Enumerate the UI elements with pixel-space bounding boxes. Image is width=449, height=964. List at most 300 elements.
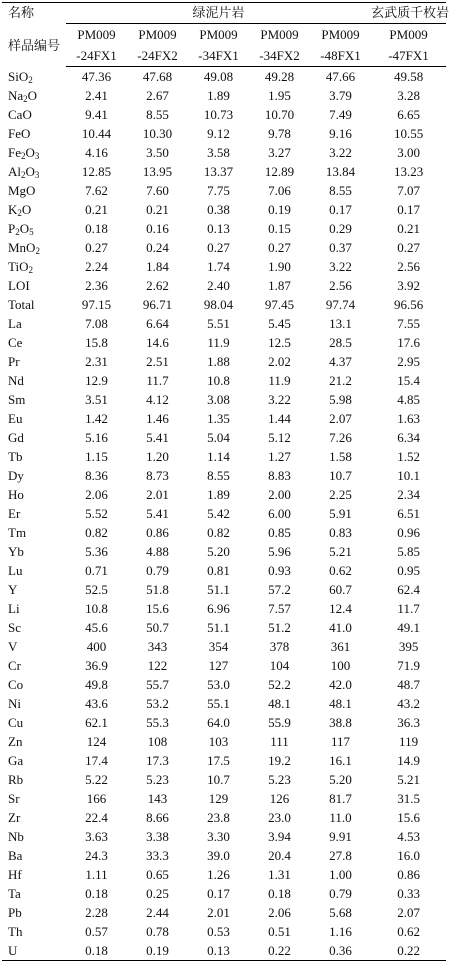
value-cell: 11.7	[146, 373, 169, 388]
value-cell: 2.01	[207, 905, 230, 920]
value-cell: 5.21	[397, 772, 420, 787]
value-cell: 1.00	[329, 867, 352, 882]
table-row	[2, 447, 446, 466]
name-label: 名称	[2, 3, 66, 24]
value-cell: 10.8	[207, 373, 230, 388]
value-cell: 9.78	[268, 126, 291, 141]
value-cell: 0.65	[146, 867, 169, 882]
element-label: $Al_2O_3$	[8, 164, 40, 180]
table-row	[2, 922, 446, 941]
element-label: Ta	[8, 886, 21, 901]
table-row	[2, 827, 446, 846]
value-cell: 9.16	[329, 126, 352, 141]
value-cell: 5.12	[268, 430, 291, 445]
value-cell: 3.58	[207, 145, 230, 160]
table-row	[2, 428, 446, 447]
value-cell: 97.74	[325, 297, 356, 312]
value-cell: 0.37	[329, 240, 352, 255]
value-cell: 2.24	[85, 259, 108, 274]
table-row	[2, 143, 446, 162]
value-cell: 5.21	[329, 544, 352, 559]
value-cell: 100	[330, 658, 351, 673]
value-cell: 5.42	[207, 506, 230, 521]
table-row	[2, 599, 446, 618]
table-row	[2, 238, 446, 257]
value-cell: 0.24	[146, 240, 169, 255]
value-cell: 104	[269, 658, 290, 673]
value-cell: 0.62	[397, 924, 420, 939]
element-label: $P_2O_5$	[8, 221, 34, 237]
value-cell: 0.13	[207, 221, 230, 236]
value-cell: 48.7	[397, 677, 420, 692]
element-label: La	[8, 316, 22, 331]
value-cell: 2.06	[268, 905, 291, 920]
value-cell: 6.64	[146, 316, 169, 331]
value-cell: 3.22	[329, 145, 352, 160]
value-cell: 0.62	[329, 563, 352, 578]
value-cell: 8.55	[207, 468, 230, 483]
element-label: Gd	[8, 430, 24, 445]
value-cell: 55.7	[146, 677, 169, 692]
value-cell: 3.50	[146, 145, 169, 160]
element-label: Yb	[8, 544, 24, 559]
value-cell: 10.30	[142, 126, 173, 141]
value-cell: 13.23	[393, 164, 424, 179]
value-cell: 0.29	[329, 221, 352, 236]
value-cell: 5.68	[329, 905, 352, 920]
value-cell: 10.73	[203, 107, 234, 122]
sample-id-top: PM009	[321, 27, 360, 42]
table-row	[2, 865, 446, 884]
value-cell: 7.57	[268, 601, 291, 616]
value-cell: 6.65	[397, 107, 420, 122]
value-cell: 7.08	[85, 316, 108, 331]
value-cell: 11.7	[397, 601, 420, 616]
sample-id-top: PM009	[138, 27, 177, 42]
value-cell: 1.26	[207, 867, 230, 882]
value-cell: 1.46	[146, 411, 169, 426]
value-cell: 5.23	[146, 772, 169, 787]
value-cell: 50.7	[146, 620, 169, 635]
value-cell: 60.7	[329, 582, 352, 597]
value-cell: 8.66	[146, 810, 169, 825]
table-row	[2, 713, 446, 732]
value-cell: 3.08	[207, 392, 230, 407]
value-cell: 8.83	[268, 468, 291, 483]
value-cell: 2.56	[397, 259, 420, 274]
value-cell: 39.0	[207, 848, 230, 863]
value-cell: 124	[86, 734, 107, 749]
value-cell: 9.12	[207, 126, 230, 141]
element-label: CaO	[8, 107, 32, 122]
value-cell: 0.85	[268, 525, 291, 540]
value-cell: 5.85	[397, 544, 420, 559]
value-cell: 0.18	[85, 886, 108, 901]
value-cell: 7.60	[146, 183, 169, 198]
value-cell: 5.20	[329, 772, 352, 787]
sample-id-bottom: -24FX1	[66, 45, 127, 67]
value-cell: 12.85	[81, 164, 112, 179]
value-cell: 5.98	[329, 392, 352, 407]
value-cell: 55.9	[268, 715, 291, 730]
value-cell: 19.2	[268, 753, 291, 768]
value-cell: 13.95	[142, 164, 173, 179]
table-row	[2, 409, 446, 428]
value-cell: 1.11	[85, 867, 108, 882]
table-row	[2, 333, 446, 352]
value-cell: 15.6	[146, 601, 169, 616]
value-cell: 11.0	[329, 810, 352, 825]
element-label: FeO	[8, 126, 31, 141]
table-row	[2, 637, 446, 656]
value-cell: 20.4	[268, 848, 291, 863]
element-label: Zr	[8, 810, 21, 825]
value-cell: 0.82	[85, 525, 108, 540]
element-label: Y	[8, 582, 18, 597]
value-cell: 55.3	[146, 715, 169, 730]
value-cell: 1.95	[268, 88, 291, 103]
value-cell: 395	[398, 639, 419, 654]
value-cell: 0.16	[146, 221, 169, 236]
value-cell: 1.52	[397, 449, 420, 464]
value-cell: 71.9	[397, 658, 420, 673]
value-cell: 5.36	[85, 544, 108, 559]
value-cell: 6.51	[397, 506, 420, 521]
value-cell: 0.71	[85, 563, 108, 578]
value-cell: 127	[208, 658, 229, 673]
element-label: $K_2O$	[8, 202, 32, 218]
table-row	[2, 523, 446, 542]
value-cell: 1.84	[146, 259, 169, 274]
table-row	[2, 808, 446, 827]
table-row	[2, 694, 446, 713]
value-cell: 41.0	[329, 620, 352, 635]
value-cell: 0.96	[397, 525, 420, 540]
value-cell: 3.79	[329, 88, 352, 103]
value-cell: 1.16	[329, 924, 352, 939]
value-cell: 0.83	[329, 525, 352, 540]
element-label: Ho	[8, 487, 24, 502]
table-row	[2, 276, 446, 295]
value-cell: 51.8	[146, 582, 169, 597]
value-cell: 13.1	[329, 316, 352, 331]
value-cell: 2.25	[329, 487, 352, 502]
value-cell: 2.06	[85, 487, 108, 502]
value-cell: 28.5	[329, 335, 352, 350]
value-cell: 0.79	[329, 886, 352, 901]
table-row	[2, 352, 446, 371]
value-cell: 47.68	[142, 69, 173, 84]
value-cell: 3.30	[207, 829, 230, 844]
value-cell: 122	[147, 658, 168, 673]
element-label: MgO	[8, 183, 36, 198]
value-cell: 108	[147, 734, 168, 749]
table-row	[2, 542, 446, 561]
element-label: Sm	[8, 392, 26, 407]
value-cell: 16.1	[329, 753, 352, 768]
value-cell: 1.89	[207, 88, 230, 103]
element-label: Ni	[8, 696, 21, 711]
value-cell: 14.6	[146, 335, 169, 350]
value-cell: 8.36	[85, 468, 108, 483]
value-cell: 2.31	[85, 354, 108, 369]
value-cell: 96.56	[393, 297, 424, 312]
value-cell: 2.01	[146, 487, 169, 502]
value-cell: 2.44	[146, 905, 169, 920]
table-row	[2, 105, 446, 124]
table-body	[2, 67, 446, 961]
element-label: Th	[8, 924, 23, 939]
element-label: Pb	[8, 905, 22, 920]
group-basaltic-phyllite: 玄武质千枚岩	[371, 3, 446, 24]
table-row	[2, 561, 446, 580]
table-row	[2, 675, 446, 694]
value-cell: 23.0	[268, 810, 291, 825]
element-label: TiO$_2$	[8, 259, 33, 275]
table-row	[2, 86, 446, 105]
value-cell: 7.06	[268, 183, 291, 198]
value-cell: 0.17	[397, 202, 420, 217]
element-label: Sr	[8, 791, 20, 806]
element-label: Rb	[8, 772, 24, 787]
table-row	[2, 219, 446, 238]
header-row-sample-prefix	[2, 24, 446, 46]
table-row	[2, 732, 446, 751]
value-cell: 2.67	[146, 88, 169, 103]
value-cell: 0.93	[268, 563, 291, 578]
element-label: Eu	[8, 411, 23, 426]
element-label: Lu	[8, 563, 23, 578]
value-cell: 31.5	[397, 791, 420, 806]
sample-id-bottom: -47FX1	[371, 45, 446, 67]
value-cell: 3.92	[397, 278, 420, 293]
value-cell: 3.51	[85, 392, 108, 407]
value-cell: 49.1	[397, 620, 420, 635]
value-cell: 15.4	[397, 373, 420, 388]
value-cell: 3.28	[397, 88, 420, 103]
element-label: Ga	[8, 753, 24, 768]
table-row	[2, 580, 446, 599]
sample-id-bottom: -48FX1	[310, 45, 371, 67]
element-label: Sc	[8, 620, 21, 635]
value-cell: 129	[208, 791, 229, 806]
element-label: Ce	[8, 335, 23, 350]
value-cell: 0.21	[146, 202, 169, 217]
table-row	[2, 314, 446, 333]
value-cell: 10.44	[81, 126, 112, 141]
value-cell: 354	[208, 639, 229, 654]
value-cell: 1.35	[207, 411, 230, 426]
value-cell: 11.9	[207, 335, 230, 350]
value-cell: 47.66	[325, 69, 356, 84]
sample-id-top: PM009	[77, 27, 116, 42]
value-cell: 0.18	[85, 221, 108, 236]
value-cell: 14.9	[397, 753, 420, 768]
value-cell: 48.1	[268, 696, 291, 711]
value-cell: 7.62	[85, 183, 108, 198]
sample-id-label: 样品编号	[8, 37, 61, 53]
value-cell: 0.78	[146, 924, 169, 939]
value-cell: 64.0	[207, 715, 230, 730]
element-label: Nd	[8, 373, 24, 388]
value-cell: 42.0	[329, 677, 352, 692]
value-cell: 52.5	[85, 582, 108, 597]
value-cell: 81.7	[329, 791, 352, 806]
value-cell: 0.27	[268, 240, 291, 255]
value-cell: 0.82	[207, 525, 230, 540]
value-cell: 98.04	[203, 297, 234, 312]
value-cell: 4.37	[329, 354, 352, 369]
value-cell: 33.3	[146, 848, 169, 863]
value-cell: 8.73	[146, 468, 169, 483]
value-cell: 49.8	[85, 677, 108, 692]
value-cell: 7.26	[329, 430, 352, 445]
value-cell: 5.20	[207, 544, 230, 559]
table-row	[2, 884, 446, 903]
value-cell: 0.51	[268, 924, 291, 939]
table-row	[2, 162, 446, 181]
element-label: Ba	[8, 848, 23, 863]
value-cell: 97.45	[264, 297, 295, 312]
table-row	[2, 124, 446, 143]
value-cell: 5.41	[146, 430, 169, 445]
value-cell: 22.4	[85, 810, 108, 825]
value-cell: 1.31	[268, 867, 291, 882]
value-cell: 0.27	[85, 240, 108, 255]
value-cell: 0.15	[268, 221, 291, 236]
value-cell: 4.88	[146, 544, 169, 559]
value-cell: 0.13	[188, 941, 249, 961]
value-cell: 2.02	[268, 354, 291, 369]
value-cell: 1.58	[329, 449, 352, 464]
value-cell: 24.3	[85, 848, 108, 863]
value-cell: 2.40	[207, 278, 230, 293]
value-cell: 3.00	[397, 145, 420, 160]
value-cell: 0.21	[397, 221, 420, 236]
value-cell: 0.27	[207, 240, 230, 255]
value-cell: 0.86	[397, 867, 420, 882]
element-label: Tm	[8, 525, 27, 540]
value-cell: 10.70	[264, 107, 295, 122]
sample-id-bottom: -24FX2	[127, 45, 188, 67]
value-cell: 103	[208, 734, 229, 749]
value-cell: 0.53	[207, 924, 230, 939]
value-cell: 36.9	[85, 658, 108, 673]
table-row	[2, 200, 446, 219]
value-cell: 27.8	[329, 848, 352, 863]
table-row	[2, 941, 446, 961]
value-cell: 43.2	[397, 696, 420, 711]
table-row	[2, 371, 446, 390]
value-cell: 4.85	[397, 392, 420, 407]
value-cell: 5.22	[85, 772, 108, 787]
table-row	[2, 770, 446, 789]
value-cell: 52.2	[268, 677, 291, 692]
value-cell: 1.14	[207, 449, 230, 464]
value-cell: 0.79	[146, 563, 169, 578]
value-cell: 166	[86, 791, 107, 806]
table-row	[2, 618, 446, 637]
value-cell: 2.00	[268, 487, 291, 502]
value-cell: 6.96	[207, 601, 230, 616]
element-label: Er	[8, 506, 21, 521]
value-cell: 12.9	[85, 373, 108, 388]
value-cell: 2.95	[397, 354, 420, 369]
value-cell: 16.0	[397, 848, 420, 863]
value-cell: 5.91	[329, 506, 352, 521]
value-cell: 0.25	[146, 886, 169, 901]
value-cell: 3.22	[268, 392, 291, 407]
value-cell: 38.8	[329, 715, 352, 730]
table-row	[2, 485, 446, 504]
value-cell: 17.6	[397, 335, 420, 350]
value-cell: 5.04	[207, 430, 230, 445]
element-label: LOI	[8, 278, 30, 293]
value-cell: 53.0	[207, 677, 230, 692]
value-cell: 400	[86, 639, 107, 654]
table-row	[2, 67, 446, 87]
header-row-groups	[2, 3, 446, 24]
value-cell: 49.28	[264, 69, 295, 84]
value-cell: 1.63	[397, 411, 420, 426]
value-cell: 5.41	[146, 506, 169, 521]
sample-id-top: PM009	[199, 27, 238, 42]
value-cell: 2.36	[85, 278, 108, 293]
value-cell: 7.55	[397, 316, 420, 331]
value-cell: 2.51	[146, 354, 169, 369]
value-cell: 2.34	[397, 487, 420, 502]
value-cell: 10.8	[85, 601, 108, 616]
element-label: $Fe_2O_3$	[8, 145, 40, 161]
element-label: Nb	[8, 829, 24, 844]
table-row	[2, 846, 446, 865]
value-cell: 15.6	[397, 810, 420, 825]
group-chlorite-schist: 绿泥片岩	[66, 3, 371, 24]
value-cell: 0.19	[268, 202, 291, 217]
table-header	[2, 3, 449, 67]
value-cell: 378	[269, 639, 290, 654]
value-cell: 0.17	[329, 202, 352, 217]
element-label: Dy	[8, 468, 24, 483]
value-cell: 48.1	[329, 696, 352, 711]
value-cell: 1.42	[85, 411, 108, 426]
value-cell: 2.56	[329, 278, 352, 293]
value-cell: 2.41	[85, 88, 108, 103]
value-cell: 1.15	[85, 449, 108, 464]
value-cell: 8.55	[146, 107, 169, 122]
value-cell: 0.27	[397, 240, 420, 255]
value-cell: 126	[269, 791, 290, 806]
value-cell: 0.86	[146, 525, 169, 540]
value-cell: 12.5	[268, 335, 291, 350]
value-cell: 7.07	[397, 183, 420, 198]
table-row	[2, 295, 446, 314]
value-cell: 51.1	[207, 620, 230, 635]
element-label: Hf	[8, 867, 22, 882]
element-label: Zn	[8, 734, 23, 749]
value-cell: 1.88	[207, 354, 230, 369]
element-label: U	[2, 941, 66, 961]
value-cell: 13.37	[203, 164, 234, 179]
value-cell: 0.18	[66, 941, 127, 961]
value-cell: 10.7	[207, 772, 230, 787]
element-label: Pr	[8, 354, 20, 369]
value-cell: 45.6	[85, 620, 108, 635]
value-cell: 10.1	[397, 468, 420, 483]
element-label: MnO$_2$	[8, 240, 40, 256]
value-cell: 0.57	[85, 924, 108, 939]
value-cell: 0.22	[249, 941, 310, 961]
